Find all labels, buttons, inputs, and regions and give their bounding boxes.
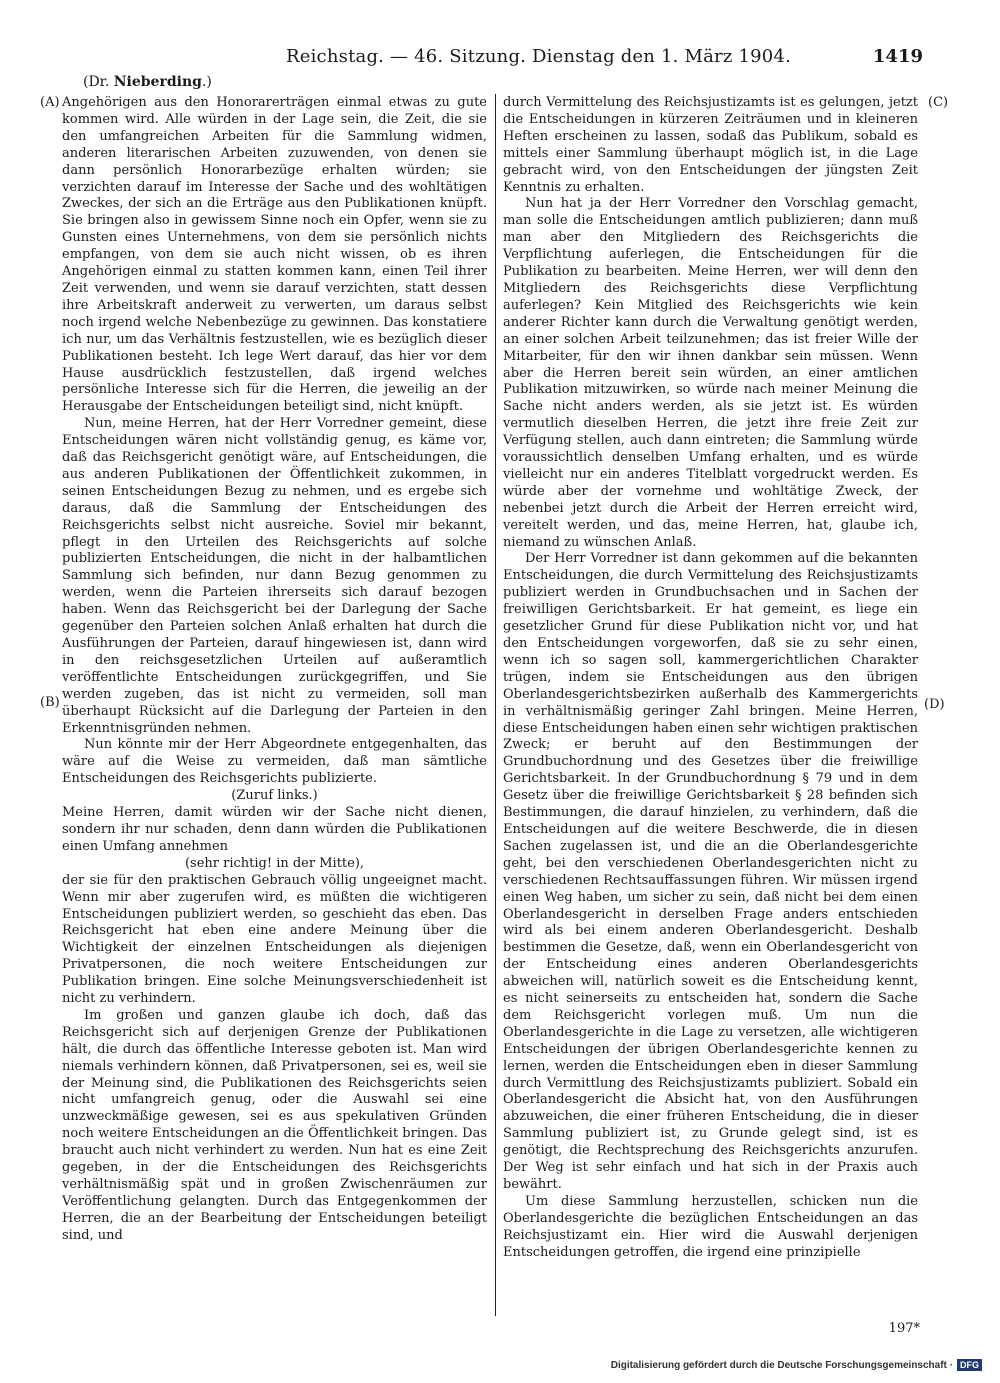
paragraph: Meine Herren, damit würden wir der Sache nicht dienen, sondern ihr nur schaden, denn dann würden die Publikationen einen Umfang annehmen <box>62 805 487 854</box>
left-column <box>62 95 487 1245</box>
margin-mark-a: (A) <box>40 95 60 110</box>
interjection: (sehr richtig! in der Mitte), <box>184 855 365 871</box>
page-number: 1419 <box>872 46 923 67</box>
running-header <box>268 46 923 72</box>
paragraph: Nun, meine Herren, hat der Herr Vorredner gemeint, diese Entscheidungen wären nicht vollständig genug, es käme vor, daß das Reichsgericht genötigt wäre, auf Entscheidungen, die aus anderen Publikationen der Öffentlichkeit zukommen, in seinen Entscheidungen Bezug zu nehmen, und es ergebe sich daraus, daß die Sammlung der Entscheidungen des Reichsgerichts selbst nicht ausreiche. Soviel mir bekannt, pflegt in den Urteilen des Reichsgerichts auf solche publizierten Entscheidungen, die nicht in der halbamtlichen Sammlung sich befinden, nur dann Bezug genommen zu werden, wenn die Parteien ihrerseits sich darauf bezogen haben. Wenn das Reichsgericht bei der Darlegung der Sache gegenüber den Parteien solchen Anlaß erhalten hat durch die Ausführungen der Parteien, darauf hingewiesen ist, dann wird in den reichsgesetzlichen Urteilen auf außeramtlich veröffentlichte Entscheidungen zurückgegriffen, und Sie werden zugeben, das ist nicht zu vermeiden, soll man überhaupt Rücksicht auf die Darlegung der Parteien in den Erkenntnisgründen nehmen. <box>62 416 487 736</box>
paragraph: Im großen und ganzen glaube ich doch, daß das Reichsgericht sich auf derjenigen Grenze der Publikationen hält, die durch das öffentliche Interesse geboten ist. Man wird niemals verhindern können, daß Privatpersonen, sei es, weil sie der Meinung sind, die Publikationen des Reichsgerichts seien nicht umfangreich genug, oder die Auswahl sei eine unzweckmäßige gewesen, sei es aus spekulativen Gründen noch weitere Entscheidungen an die Öffentlichkeit bringen. Das braucht auch nicht verhindert zu werden. Nun hat es eine Zeit gegeben, in der die Entscheidungen des Reichsgerichts verhältnismäßig spät und in großen Zwischenräumen zur Veröffentlichung gelangten. Durch das Entgegenkommen der Herren, die an der Bearbeitung der Entscheidungen beteiligt sind, und <box>62 1007 487 1243</box>
paragraph: Nun könnte mir der Herr Abgeordnete entgegenhalten, das wäre auf die Weise zu vermeiden, daß man sämtliche Entscheidungen des Reichsgerichts publizierte. <box>62 737 487 787</box>
signature-mark: 197* <box>888 1321 920 1336</box>
paragraph: Angehörigen aus den Honorarerträgen einmal etwas zu gute kommen wird. Alle würden in der Lage sein, die Zeit, die sie den umfangreichen Arbeiten für die Sammlung widmen, anderen literarischen Arbeiten zuzuwenden, von denen sie dann persönlich Honorarbezüge erhalten würden; sie verzichten darauf im Interesse der Sache und des wohltätigen Zweckes, der sich an die Erträge aus den Publikationen knüpft. Sie bringen also in gewissem Sinne noch ein Opfer, wenn sie zu Gunsten eines Unternehmens, von dem sie persönlich nichts empfangen, von dem sie auch nicht wissen, ob es ihren Angehörigen einmal zu statten kommen kann, einen Teil ihrer Zeit verwenden, und wenn sie darauf verzichten, statt dessen ihre Arbeitskraft anderweit zu verwerten, um daraus selbst noch irgend welche Nebenbezüge zu gewinnen. Das konstatiere ich nur, um das Verhältnis festzustellen, wie es bezüglich dieser Publikationen besteht. Ich lege Wert darauf, das hier vor dem Hause ausdrücklich festzustellen, daß irgend welches persönliche Interesse sich für die Herren, die jeweilig an der Herausgabe der Entscheidungen beteiligt sind, nicht knüpft. <box>62 95 487 415</box>
paragraph: Nun hat ja der Herr Vorredner den Vorschlag gemacht, man solle die Entscheidungen amtlich publizieren; dann muß man aber den Mitgliedern des Reichsgerichts die Verpflichtung auferlegen, die Entscheidungen für die Publikation zu bearbeiten. Meine Herren, wer will denn den Mitgliedern des Reichsgerichts diese Verpflichtung auferlegen? Kein Mitglied des Reichsgerichts wie kein anderer Richter kann durch die Verwaltung genötigt werden, an einer solchen Arbeit teilzunehmen; das ist freier Wille der Mitarbeiter, für den wir ihnen dankbar sein müssen. Wenn aber die Herren bereit sein würden, an einer amtlichen Publikation mitzuwirken, so würde nach meiner Meinung die Sache nicht anders werden, als sie jetzt ist. Es würden vermutlich dieselben Herren, die jetzt ihre freie Zeit zur Verfügung stellen, auch dann eintreten; die Sammlung würde voraussichtlich denselben Umfang erhalten, und es würde vielleicht nur ein anderes Titelblatt vorgedruckt werden. Es würde aber der vornehme und wohltätige Zweck, der nebenbei jetzt durch die Arbeit der Herren erreicht wird, vereitelt werden, und das, meine Herren, hat, glaube ich, niemand zu wünschen Anlaß. <box>503 196 918 550</box>
margin-mark-d: (D) <box>924 697 945 712</box>
footer-text: Digitalisierung gefördert durch die Deutsche Forschungsgemeinschaft · <box>610 1360 953 1371</box>
column-divider <box>495 94 496 1316</box>
paragraph: der sie für den praktischen Gebrauch völlig ungeeignet macht. Wenn mir aber zugerufen wird, es müßten die wichtigeren Entscheidungen publiziert werden, so geschieht das eben. Das Reichsgericht hat eben eine andere Meinung über die Wichtigkeit der einzelnen Entscheidungen als diejenigen Privatpersonen, die noch weitere Entscheidungen zur Publikation bringen. Eine solche Meinungsverschiedenheit ist nicht zu verhindern. <box>62 872 487 1007</box>
footer-credit <box>611 1359 982 1371</box>
paragraph: Um diese Sammlung herzustellen, schicken nun die Oberlandesgerichte die bezüglichen Entscheidungen an das Reichsjustizamt ein. Hier wird die Auswahl derjenigen Entscheidungen getroffen, die irgend eine prinzipielle <box>503 1193 918 1260</box>
speaker-open: (Dr. <box>83 74 114 90</box>
paragraph: Der Herr Vorredner ist dann gekommen auf die bekannten Entscheidungen, die durch Vermittelung des Reichsjustizamts publiziert werden in Grundbuchsachen und in Sachen der freiwilligen Gerichtsbarkeit. Er hat gemeint, es liege ein gesetzlicher Grund für diese Publikation nicht vor, und hat den Entscheidungen vorgeworfen, daß sie zu sehr einen, wenn ich so sagen soll, kammergerichtlichen Charakter trügen, indem sie Entscheidungen aus den übrigen Oberlandesgerichtsbezirken außerhalb des Kammergerichts in verhältnismäßig geringer Zahl bringen. Meine Herren, diese Entscheidungen haben einen sehr wichtigen praktischen Zweck; er beruht auf den Bestimmungen der Grundbuchordnung und des Gesetzes über die freiwillige Gerichtsbarkeit. In der Grundbuchordnung § 79 und in dem Gesetz über die freiwillige Gerichtsbarkeit § 28 befinden sich Bestimmungen, die darauf hinzielen, zu verhindern, daß die Entscheidungen auf die weitere Beschwerde, die in diesen Sachen zugelassen ist, und die an die Oberlandesgerichte geht, bei den verschiedenen Oberlandesgerichten nicht zu verschiedenen Rechtsauffassungen führen. Wir müssen irgend einen Weg haben, um sicher zu sein, daß nicht bei dem einen Oberlandesgericht in derselben Frage anders entschieden wird als bei einem anderen Oberlandesgericht. Deshalb bestimmen die Gesetze, daß, wenn ein Oberlandesgericht von der Entscheidung eines anderen Oberlandesgerichts abweichen will, natürlich soweit es die Entscheidung kennt, es nicht seinerseits zu entscheiden hat, sondern die Sache dem Reichsgericht vorlegen muß. Um nun die Oberlandesgerichte in die Lage zu versetzen, alle wichtigeren Entscheidungen der übrigen Oberlandesgerichte kennen zu lernen, werden die Entscheidungen eben in dieser Sammlung durch Vermittlung des Reichsjustizamts publiziert. Sobald ein Oberlandesgericht die Absicht hat, von den Ausführungen abzuweichen, die einer früheren Entscheidung, die in dieser Sammlung publiziert ist, zu Grunde gelegt sind, ist es genötigt, die Rechtsprechung des Reichsgerichts anzurufen. Der Weg ist sehr einfach und hat sich in der Praxis auch bewährt. <box>503 551 918 1192</box>
margin-mark-b: (B) <box>40 695 60 710</box>
dfg-logo: DFG <box>957 1359 982 1371</box>
speaker-close: .) <box>201 74 212 90</box>
margin-mark-c: (C) <box>928 95 949 110</box>
speaker-attribution <box>83 74 212 90</box>
interjection: (Zuruf links.) <box>231 788 318 804</box>
running-title: Reichstag. — 46. Sitzung. Dienstag den 1. März 1904. <box>286 46 791 67</box>
speaker-name: Nieberding <box>113 74 202 90</box>
paragraph: durch Vermittelung des Reichsjustizamts ist es gelungen, jetzt die Entscheidungen in kürzeren Zeiträumen und in kleineren Heften erscheinen zu lassen, sodaß das Publikum, sobald es mittels einer Sammlung überhaupt möglich ist, in die Lage gebracht wird, von den Entscheidungen der jüngsten Zeit Kenntnis zu erhalten. <box>503 95 918 195</box>
right-column <box>503 95 918 1262</box>
